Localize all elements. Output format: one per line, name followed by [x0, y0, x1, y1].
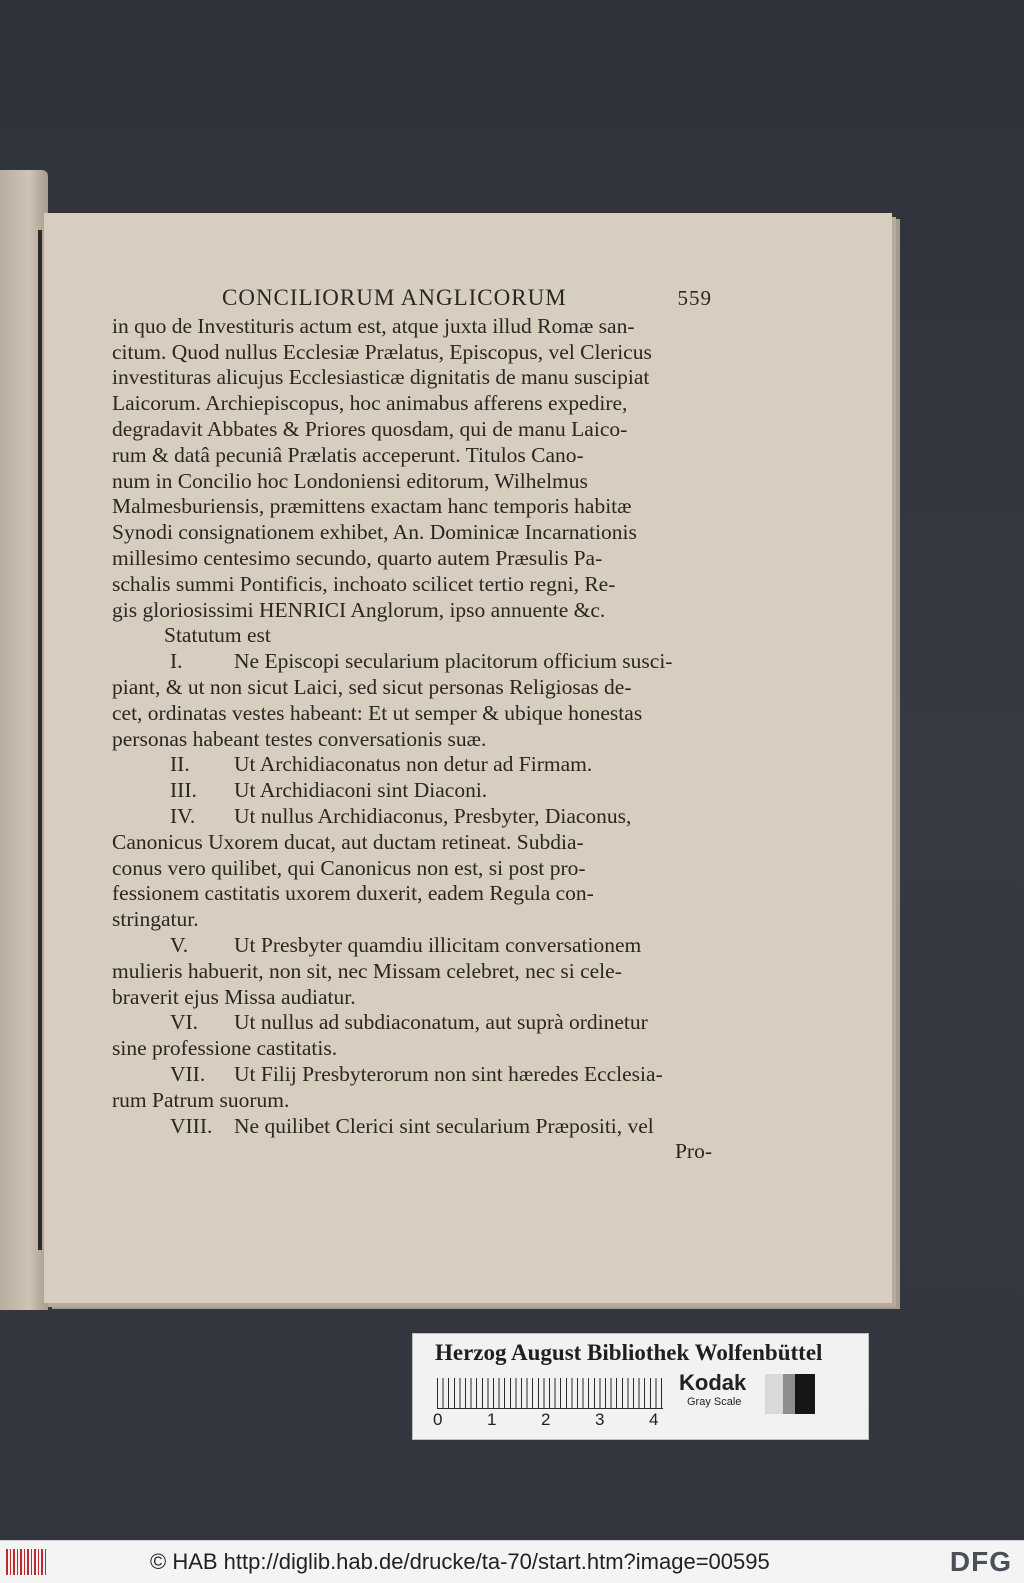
canon-line: personas habeant testes conversationis suæ.	[112, 726, 487, 751]
book-page	[44, 213, 892, 1303]
text-line: rum & datâ pecuniâ Prælatis acceperunt. Titulos Cano-	[112, 442, 584, 467]
canon-number: V.	[170, 932, 189, 957]
canon-line: cet, ordinatas vestes habeant: Et ut semper & ubique honestas	[112, 700, 643, 725]
canon-number: VI.	[170, 1010, 199, 1035]
canon-text: Ut nullus ad subdiaconatum, aut suprà ordinetur	[234, 1010, 648, 1035]
gray-scale-label: Gray Scale	[687, 1396, 742, 1408]
dfg-logo: DFG	[949, 1546, 1012, 1577]
text-line: in quo de Investituris actum est, atque juxta illud Romæ san-	[112, 313, 635, 338]
page-text-block	[112, 285, 712, 1165]
header-title: CONCILIORUM ANGLICORUM	[222, 285, 567, 310]
canon-line	[112, 804, 712, 830]
canon-text: Ut Archidiaconatus non detur ad Firmam.	[234, 752, 593, 777]
canon-number: VII.	[170, 1061, 206, 1086]
canon-line	[112, 933, 712, 959]
canon-number: II.	[170, 752, 190, 777]
text-line: Laicorum. Archiepiscopus, hoc animabus afferens expedire,	[112, 391, 628, 416]
text-line: Synodi consignationem exhibet, An. Dominicæ Incarnationis	[112, 520, 637, 545]
canon-line: rum Patrum suorum.	[112, 1087, 290, 1112]
canon-line: piant, & ut non sicut Laici, sed sicut personas Religiosas de-	[112, 674, 632, 699]
copyright-url[interactable]: © HAB http://diglib.hab.de/drucke/ta-70/start.htm?image=00595	[150, 1549, 770, 1574]
text-line: millesimo centesimo secundo, quarto autem Præsulis Pa-	[112, 545, 603, 570]
text-line: Malmesburiensis, præmittens exactam hanc temporis habitæ	[112, 494, 632, 519]
ruler-number: 3	[595, 1410, 605, 1429]
canon-line: stringatur.	[112, 907, 199, 932]
canon-text: Ne Episcopi secularium placitorum officium susci-	[234, 649, 673, 674]
canon-text: Ut Archidiaconi sint Diaconi.	[234, 778, 488, 803]
text-line: schalis summi Pontificis, inchoato scilicet tertio regni, Re-	[112, 571, 616, 596]
canon-line: sine professione castitatis.	[112, 1036, 338, 1061]
canon-line	[112, 1010, 712, 1036]
footer-bar	[0, 1540, 1024, 1583]
barcode-icon	[6, 1549, 46, 1575]
ruler-number: 1	[487, 1410, 497, 1429]
ruler-number: 4	[649, 1410, 659, 1429]
canon-text: Ne quilibet Clerici sint secularium Præpositi, vel	[234, 1113, 654, 1138]
gray-swatch-mid	[783, 1374, 795, 1414]
intro-paragraph	[112, 314, 712, 624]
canon-text: Ut nullus Archidiaconus, Presbyter, Diaconus,	[234, 803, 632, 828]
ruler-number: 2	[541, 1410, 551, 1429]
ruler-ticks	[437, 1378, 663, 1409]
text-line: degradavit Abbates & Priores quosdam, qui de manu Laico-	[112, 416, 628, 441]
text-line: investituras alicujus Ecclesiasticæ dignitatis de manu suscipiat	[112, 365, 650, 390]
catchword: Pro-	[674, 1139, 712, 1164]
canon-line	[112, 778, 712, 804]
canon-number: I.	[170, 649, 183, 674]
kodak-brand: Kodak	[679, 1370, 747, 1395]
page-number: 559	[677, 286, 712, 310]
canon-line: fessionem castitatis uxorem duxerit, eadem Regula con-	[112, 881, 594, 906]
canon-number: IV.	[170, 803, 196, 828]
canon-number: VIII.	[170, 1113, 213, 1138]
text-line: citum. Quod nullus Ecclesiæ Prælatus, Episcopus, vel Clericus	[112, 339, 652, 364]
canon-line	[112, 1114, 712, 1140]
canon-line: Canonicus Uxorem ducat, aut ductam retineat. Subdia-	[112, 829, 584, 854]
canon-line: conus vero quilibet, qui Canonicus non est, si post pro-	[112, 855, 586, 880]
left-page-edge	[0, 170, 48, 1310]
canon-line	[112, 1062, 712, 1088]
canons-list	[112, 649, 712, 1139]
canon-line: braverit ejus Missa audiatur.	[112, 984, 356, 1009]
ruler-number: 0	[433, 1410, 443, 1429]
color-calibration-card	[412, 1333, 869, 1440]
canon-line: mulieris habuerit, non sit, nec Missam celebret, nec si cele-	[112, 958, 622, 983]
gray-swatch-light	[765, 1374, 783, 1414]
canon-text: Ut Filij Presbyterorum non sint hæredes Ecclesia-	[234, 1061, 663, 1086]
statutum-line: Statutum est	[164, 623, 271, 648]
canon-line	[112, 752, 712, 778]
canon-line	[112, 649, 712, 675]
library-name: Herzog August Bibliothek Wolfenbüttel	[435, 1340, 823, 1365]
canon-text: Ut Presbyter quamdiu illicitam conversationem	[234, 932, 642, 957]
text-line: gis gloriosissimi HENRICI Anglorum, ipso annuente &c.	[112, 597, 606, 622]
gray-swatch-dark	[795, 1374, 815, 1414]
canon-number: III.	[170, 778, 197, 803]
running-header	[112, 285, 712, 312]
text-line: num in Concilio hoc Londoniensi editorum, Wilhelmus	[112, 468, 588, 493]
